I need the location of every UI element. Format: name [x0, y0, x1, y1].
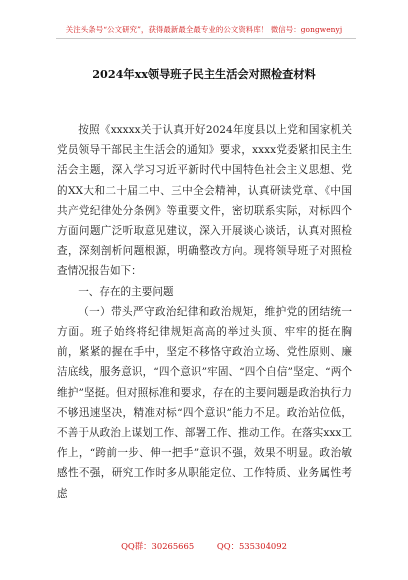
header-divider	[56, 38, 356, 39]
document-body	[57, 120, 352, 504]
document-title: 2024年xx领导班子民主生活会对照检查材料	[92, 67, 316, 81]
footer-qq-group: QQ群：30265665	[121, 541, 195, 551]
intro-paragraph: 按照《xxxxx关于认真开好2024年度县以上党和国家机关党员领导干部民主生活会的通知》要求，xxxx党委紧扣民主生活会主题，深入学习习近平新时代中国特色社会主义思想、党的XX大和二十届二中、三中全会精神，认真研读党章、《中国共产党纪律处分条例》等重要文件，密切联系实际，对标四个方面问题广泛听取意见建议，深入开展谈心谈话，认真对照检查，深刻剖析问题根源，明确整改方向。现将领导班子对照检查情况报告如下：	[57, 124, 352, 278]
header-note: 关注头条号“公文研究”，获得最新最全最专业的公文资料库！ 微信号：gongwenyj	[65, 25, 343, 34]
section-paragraph: （一）带头严守政治纪律和政治规矩，维护党的团结统一方面。班子始终将纪律规矩高高的举过头顶、牢牢的挺在胸前，紧紧的握在手中，坚定不移恪守政治立场、党性原则、廉洁底线，服务意识，“四个意识”牢固、“四个自信”坚定、“两个维护”坚挺。但对照标准和要求，存在的主要问题是政治执行力不够迅速坚决，精准对标“四个意识”能力不足。政治站位低，不善于从政治上谋划工作、部署工作、推动工作。在落实xxx工作上，“跨前一步、伸一把手”意识不强，效果不明显。政治敏感性不强，研究工作时多从职能定位、工作特质、业务属性考虑	[57, 305, 352, 500]
section-heading: 一、存在的主要问题	[78, 285, 174, 298]
footer-contact	[0, 540, 408, 552]
footer-qq: QQ：535304092	[216, 541, 287, 551]
